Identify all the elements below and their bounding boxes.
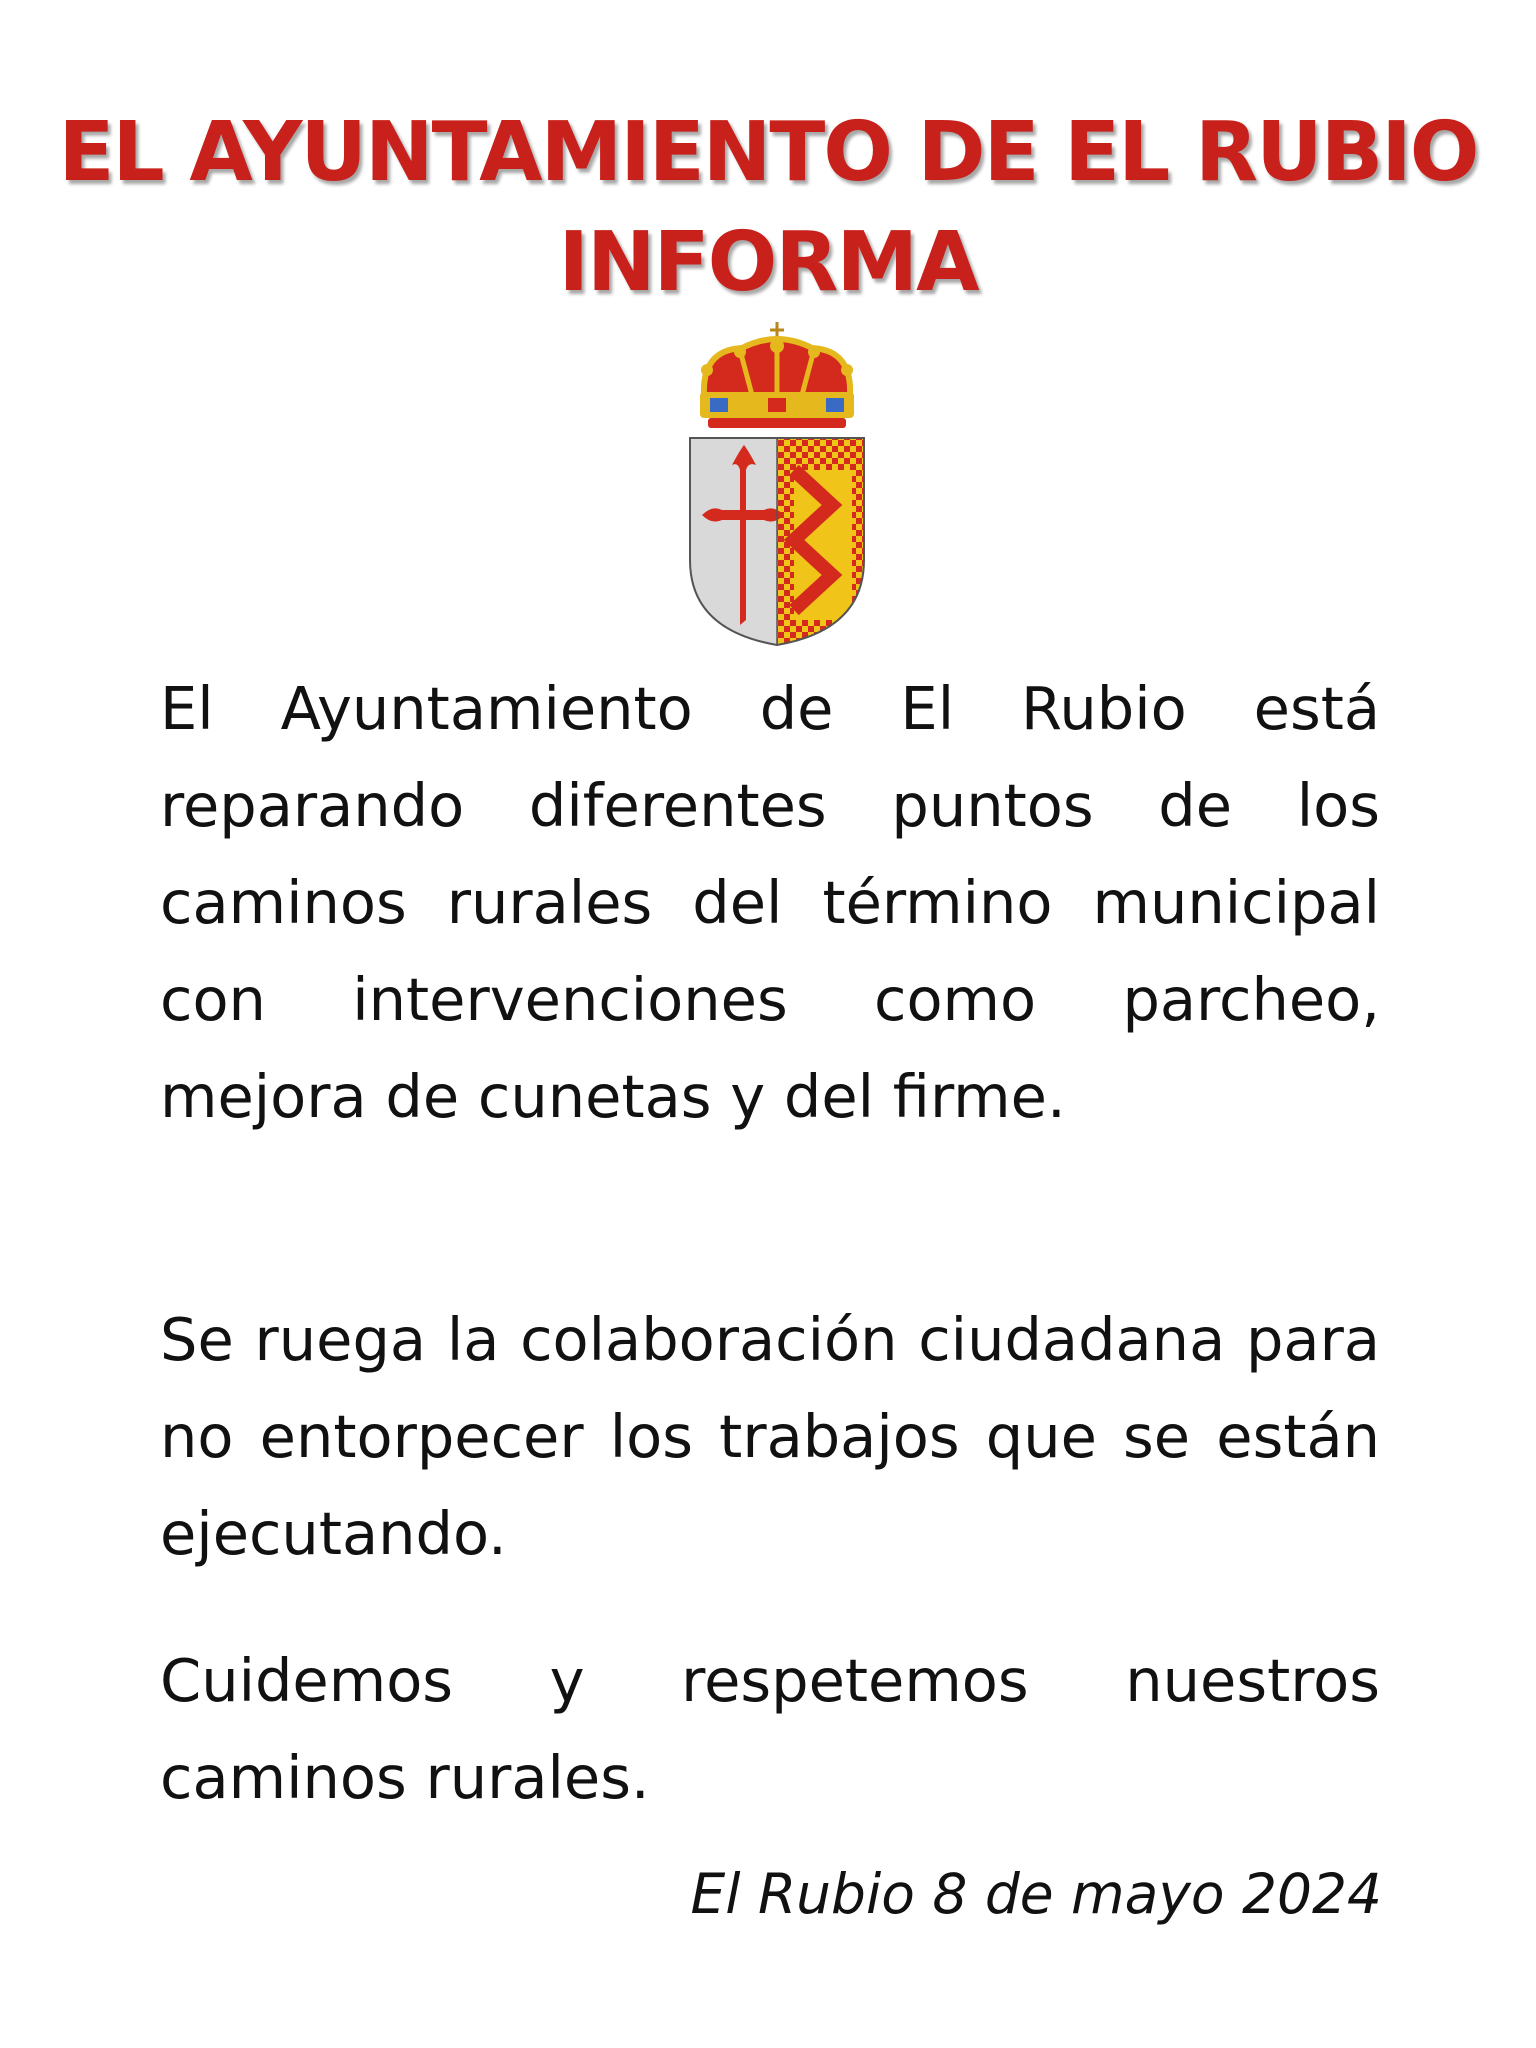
paragraph-repairs: El Ayuntamiento de El Rubio está reparando diferentes puntos de los caminos rurales del término municipal con intervenciones como parcheo, mejora de cunetas y del firme.: [160, 674, 1380, 1131]
page-title-line1: EL AYUNTAMIENTO DE EL RUBIO: [58, 105, 1478, 200]
signature-date: El Rubio 8 de mayo 2024: [690, 1862, 1382, 1926]
paragraph-care: Cuidemos y respetemos nuestros caminos rurales.: [160, 1646, 1380, 1812]
crown: [700, 322, 854, 428]
coat-of-arms-icon: [682, 320, 872, 650]
paragraph-collaboration: Se ruega la colaboración ciudadana para no entorpecer los trabajos que se están ejecutando.: [160, 1305, 1380, 1568]
page-title-line2: INFORMA: [558, 215, 978, 310]
